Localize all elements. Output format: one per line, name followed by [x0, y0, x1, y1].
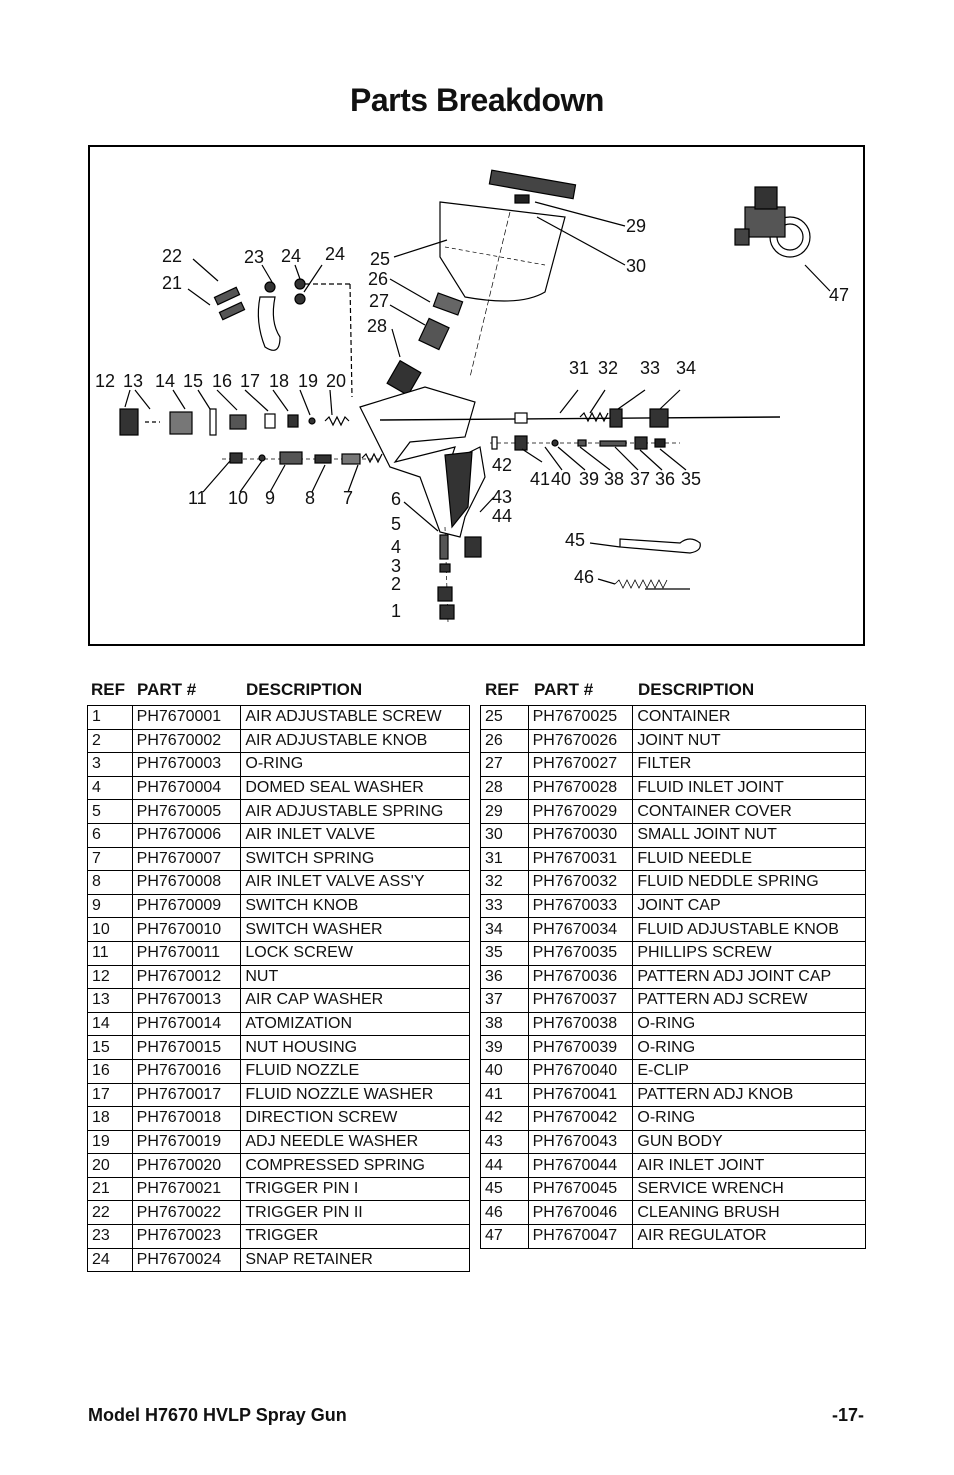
ref-cell: 27 [481, 753, 529, 777]
ref-cell: 24 [88, 1248, 133, 1272]
callout-32: 32 [598, 358, 619, 378]
description-cell: E-CLIP [633, 1059, 866, 1083]
ref-cell: 47 [481, 1225, 529, 1249]
part-number-cell: PH7670028 [528, 776, 633, 800]
ref-cell: 2 [88, 729, 133, 753]
description-cell: FLUID ADJUSTABLE KNOB [633, 918, 866, 942]
description-cell: FLUID INLET JOINT [633, 776, 866, 800]
table-row [481, 823, 866, 847]
table-row [88, 706, 470, 730]
part-number-cell: PH7670022 [132, 1201, 241, 1225]
part-number-cell: PH7670035 [528, 941, 633, 965]
part-number-cell: PH7670013 [132, 989, 241, 1013]
description-cell: AIR REGULATOR [633, 1225, 866, 1249]
description-cell: TRIGGER PIN I [241, 1177, 470, 1201]
ref-cell: 21 [88, 1177, 133, 1201]
table-row [481, 800, 866, 824]
ref-cell: 1 [88, 706, 133, 730]
ref-cell: 35 [481, 941, 529, 965]
table-row [88, 776, 470, 800]
part-number-cell: PH7670011 [132, 941, 241, 965]
callout-7: 7 [343, 488, 354, 508]
ref-cell: 22 [88, 1201, 133, 1225]
part-number-cell: PH7670031 [528, 847, 633, 871]
table-row [88, 871, 470, 895]
table-row [481, 1083, 866, 1107]
description-cell: FLUID NOZZLE WASHER [241, 1083, 470, 1107]
part-number-cell: PH7670038 [528, 1012, 633, 1036]
part-number-cell: PH7670047 [528, 1225, 633, 1249]
part-number-cell: PH7670040 [528, 1059, 633, 1083]
exploded-parts-diagram [88, 145, 865, 646]
callout-6: 6 [391, 489, 402, 509]
table-row [88, 989, 470, 1013]
part-number-cell: PH7670021 [132, 1177, 241, 1201]
ref-header: REF [485, 680, 519, 699]
callout-24: 24 [281, 246, 302, 266]
part-number-cell: PH7670002 [132, 729, 241, 753]
part-number-cell: PH7670042 [528, 1107, 633, 1131]
callout-2: 2 [391, 574, 402, 594]
ref-cell: 25 [481, 706, 529, 730]
callout-5: 5 [391, 514, 402, 534]
ref-cell: 10 [88, 918, 133, 942]
callout-22: 22 [162, 246, 183, 266]
table-row [481, 894, 866, 918]
callout-40: 40 [551, 469, 572, 489]
description-cell: SWITCH WASHER [241, 918, 470, 942]
description-cell: SNAP RETAINER [241, 1248, 470, 1272]
description-cell: SERVICE WRENCH [633, 1177, 866, 1201]
description-cell: ADJ NEEDLE WASHER [241, 1130, 470, 1154]
part-number-cell: PH7670025 [528, 706, 633, 730]
ref-cell: 33 [481, 894, 529, 918]
ref-cell: 39 [481, 1036, 529, 1060]
description-cell: AIR INLET VALVE ASS'Y [241, 871, 470, 895]
table-row [481, 1130, 866, 1154]
part-number-cell: PH7670006 [132, 823, 241, 847]
table-row [481, 753, 866, 777]
table-row [88, 1036, 470, 1060]
description-cell: CLEANING BRUSH [633, 1201, 866, 1225]
part-number-cell: PH7670032 [528, 871, 633, 895]
callout-8: 8 [305, 488, 316, 508]
diagram-drawing [90, 147, 863, 644]
ref-cell: 40 [481, 1059, 529, 1083]
description-cell: PATTERN ADJ SCREW [633, 989, 866, 1013]
callout-31: 31 [569, 358, 590, 378]
table-row [481, 871, 866, 895]
description-cell: O-RING [633, 1107, 866, 1131]
ref-cell: 26 [481, 729, 529, 753]
part-number-cell: PH7670016 [132, 1059, 241, 1083]
description-cell: JOINT CAP [633, 894, 866, 918]
table-row [88, 800, 470, 824]
table-row [481, 1107, 866, 1131]
callout-38: 38 [604, 469, 625, 489]
callout-39: 39 [579, 469, 600, 489]
table-row [88, 1248, 470, 1272]
description-cell: AIR INLET JOINT [633, 1154, 866, 1178]
description-cell: DOMED SEAL WASHER [241, 776, 470, 800]
description-cell: AIR CAP WASHER [241, 989, 470, 1013]
ref-cell: 8 [88, 871, 133, 895]
table-row [88, 1225, 470, 1249]
table-row [481, 776, 866, 800]
page-title: Parts Breakdown [350, 82, 604, 118]
description-header: DESCRIPTION [246, 680, 363, 699]
ref-cell: 5 [88, 800, 133, 824]
description-cell: TRIGGER PIN II [241, 1201, 470, 1225]
callout-10: 10 [228, 488, 249, 508]
footer-page-number: -17- [831, 1405, 864, 1425]
description-cell: LOCK SCREW [241, 941, 470, 965]
table-row [481, 1225, 866, 1249]
description-cell: PATTERN ADJ KNOB [633, 1083, 866, 1107]
table-row [481, 1059, 866, 1083]
part-number-cell: PH7670041 [528, 1083, 633, 1107]
part-number-cell: PH7670015 [132, 1036, 241, 1060]
part-number-cell: PH7670033 [528, 894, 633, 918]
callout-30: 30 [626, 256, 647, 276]
ref-cell: 45 [481, 1177, 529, 1201]
part-number-cell: PH7670018 [132, 1107, 241, 1131]
table-row [88, 847, 470, 871]
table-row [88, 965, 470, 989]
table-row [88, 894, 470, 918]
callout-26: 26 [368, 269, 389, 289]
ref-cell: 3 [88, 753, 133, 777]
table-row [88, 1059, 470, 1083]
callout-16: 16 [212, 371, 233, 391]
table-row [481, 729, 866, 753]
callout-25: 25 [370, 249, 391, 269]
ref-cell: 28 [481, 776, 529, 800]
callout-13: 13 [123, 371, 144, 391]
table-row [481, 941, 866, 965]
callout-23: 23 [244, 247, 265, 267]
ref-cell: 36 [481, 965, 529, 989]
description-cell: NUT HOUSING [241, 1036, 470, 1060]
parts-table-left [87, 705, 470, 1272]
callout-28: 28 [367, 316, 388, 336]
part-number-cell: PH7670030 [528, 823, 633, 847]
ref-cell: 31 [481, 847, 529, 871]
table-row [88, 823, 470, 847]
part-number-cell: PH7670039 [528, 1036, 633, 1060]
callout-19: 19 [298, 371, 319, 391]
ref-cell: 32 [481, 871, 529, 895]
part-number-cell: PH7670012 [132, 965, 241, 989]
ref-header: REF [91, 680, 125, 699]
description-cell: NUT [241, 965, 470, 989]
table-row [88, 918, 470, 942]
ref-cell: 19 [88, 1130, 133, 1154]
ref-cell: 11 [88, 941, 133, 965]
callout-27: 27 [369, 291, 390, 311]
ref-cell: 44 [481, 1154, 529, 1178]
callout-29: 29 [626, 216, 647, 236]
description-cell: CONTAINER COVER [633, 800, 866, 824]
part-number-cell: PH7670008 [132, 871, 241, 895]
part-number-cell: PH7670004 [132, 776, 241, 800]
table-row [88, 1107, 470, 1131]
description-cell: PHILLIPS SCREW [633, 941, 866, 965]
description-cell: FILTER [633, 753, 866, 777]
part-number-cell: PH7670037 [528, 989, 633, 1013]
table-row [88, 1201, 470, 1225]
callout-4: 4 [391, 537, 402, 557]
callout-3: 3 [391, 556, 402, 576]
callout-36: 36 [655, 469, 676, 489]
table-row [481, 1201, 866, 1225]
description-cell: O-RING [633, 1012, 866, 1036]
ref-cell: 20 [88, 1154, 133, 1178]
part-number-cell: PH7670020 [132, 1154, 241, 1178]
ref-cell: 30 [481, 823, 529, 847]
table-row [88, 1154, 470, 1178]
callout-34: 34 [676, 358, 697, 378]
table-row [88, 1012, 470, 1036]
part-number-cell: PH7670045 [528, 1177, 633, 1201]
callout-24: 24 [325, 244, 346, 264]
table-row [88, 941, 470, 965]
part-number-cell: PH7670014 [132, 1012, 241, 1036]
part-number-cell: PH7670034 [528, 918, 633, 942]
description-cell: SMALL JOINT NUT [633, 823, 866, 847]
table-row [481, 847, 866, 871]
callout-47: 47 [829, 285, 850, 305]
ref-cell: 9 [88, 894, 133, 918]
part-number-cell: PH7670046 [528, 1201, 633, 1225]
ref-cell: 29 [481, 800, 529, 824]
parts-table-right [480, 705, 866, 1249]
part-number-cell: PH7670026 [528, 729, 633, 753]
ref-cell: 17 [88, 1083, 133, 1107]
part-number-cell: PH7670005 [132, 800, 241, 824]
description-cell: FLUID NOZZLE [241, 1059, 470, 1083]
part-number-cell: PH7670009 [132, 894, 241, 918]
part-number-cell: PH7670017 [132, 1083, 241, 1107]
part-number-cell: PH7670003 [132, 753, 241, 777]
part-number-cell: PH7670044 [528, 1154, 633, 1178]
description-cell: TRIGGER [241, 1225, 470, 1249]
description-cell: FLUID NEDDLE SPRING [633, 871, 866, 895]
ref-cell: 23 [88, 1225, 133, 1249]
part-number-cell: PH7670029 [528, 800, 633, 824]
part-number-cell: PH7670007 [132, 847, 241, 871]
callout-18: 18 [269, 371, 290, 391]
callout-11: 11 [188, 488, 207, 508]
callout-14: 14 [155, 371, 176, 391]
callout-44: 44 [492, 506, 513, 526]
description-cell: COMPRESSED SPRING [241, 1154, 470, 1178]
table-row [88, 1177, 470, 1201]
description-cell: DIRECTION SCREW [241, 1107, 470, 1131]
table-row [88, 1130, 470, 1154]
callout-17: 17 [240, 371, 261, 391]
description-cell: CONTAINER [633, 706, 866, 730]
description-cell: SWITCH SPRING [241, 847, 470, 871]
description-cell: PATTERN ADJ JOINT CAP [633, 965, 866, 989]
ref-cell: 18 [88, 1107, 133, 1131]
description-cell: AIR INLET VALVE [241, 823, 470, 847]
callout-33: 33 [640, 358, 661, 378]
ref-cell: 13 [88, 989, 133, 1013]
ref-cell: 34 [481, 918, 529, 942]
part-number-cell: PH7670027 [528, 753, 633, 777]
table-row [481, 1012, 866, 1036]
callout-46: 46 [574, 567, 595, 587]
part-number-header: PART # [137, 680, 197, 699]
table-row [481, 1154, 866, 1178]
table-row [481, 1177, 866, 1201]
description-cell: O-RING [633, 1036, 866, 1060]
table-row [88, 1083, 470, 1107]
callout-12: 12 [95, 371, 116, 391]
part-number-cell: PH7670010 [132, 918, 241, 942]
table-row [481, 965, 866, 989]
description-cell: AIR ADJUSTABLE KNOB [241, 729, 470, 753]
callout-35: 35 [681, 469, 702, 489]
part-number-cell: PH7670023 [132, 1225, 241, 1249]
callout-1: 1 [391, 601, 402, 621]
callout-37: 37 [630, 469, 651, 489]
part-number-cell: PH7670043 [528, 1130, 633, 1154]
callout-9: 9 [265, 488, 276, 508]
description-cell: ATOMIZATION [241, 1012, 470, 1036]
description-cell: GUN BODY [633, 1130, 866, 1154]
table-row [481, 706, 866, 730]
ref-cell: 7 [88, 847, 133, 871]
ref-cell: 4 [88, 776, 133, 800]
ref-cell: 37 [481, 989, 529, 1013]
table-row [481, 989, 866, 1013]
ref-cell: 41 [481, 1083, 529, 1107]
callout-20: 20 [326, 371, 347, 391]
callout-41: 41 [530, 469, 551, 489]
ref-cell: 14 [88, 1012, 133, 1036]
table-row [481, 1036, 866, 1060]
ref-cell: 15 [88, 1036, 133, 1060]
ref-cell: 43 [481, 1130, 529, 1154]
ref-cell: 6 [88, 823, 133, 847]
table-row [481, 918, 866, 942]
description-header: DESCRIPTION [638, 680, 755, 699]
ref-cell: 16 [88, 1059, 133, 1083]
callout-42: 42 [492, 455, 513, 475]
footer-model: Model H7670 HVLP Spray Gun [88, 1405, 347, 1425]
ref-cell: 12 [88, 965, 133, 989]
description-cell: AIR ADJUSTABLE SCREW [241, 706, 470, 730]
callout-45: 45 [565, 530, 586, 550]
part-number-cell: PH7670019 [132, 1130, 241, 1154]
part-number-cell: PH7670001 [132, 706, 241, 730]
description-cell: SWITCH KNOB [241, 894, 470, 918]
description-cell: JOINT NUT [633, 729, 866, 753]
ref-cell: 42 [481, 1107, 529, 1131]
part-number-header: PART # [534, 680, 594, 699]
table-row [88, 729, 470, 753]
callout-21: 21 [162, 273, 183, 293]
callout-43: 43 [492, 487, 513, 507]
description-cell: O-RING [241, 753, 470, 777]
description-cell: FLUID NEEDLE [633, 847, 866, 871]
part-number-cell: PH7670036 [528, 965, 633, 989]
description-cell: AIR ADJUSTABLE SPRING [241, 800, 470, 824]
ref-cell: 46 [481, 1201, 529, 1225]
ref-cell: 38 [481, 1012, 529, 1036]
table-row [88, 753, 470, 777]
part-number-cell: PH7670024 [132, 1248, 241, 1272]
callout-15: 15 [183, 371, 204, 391]
